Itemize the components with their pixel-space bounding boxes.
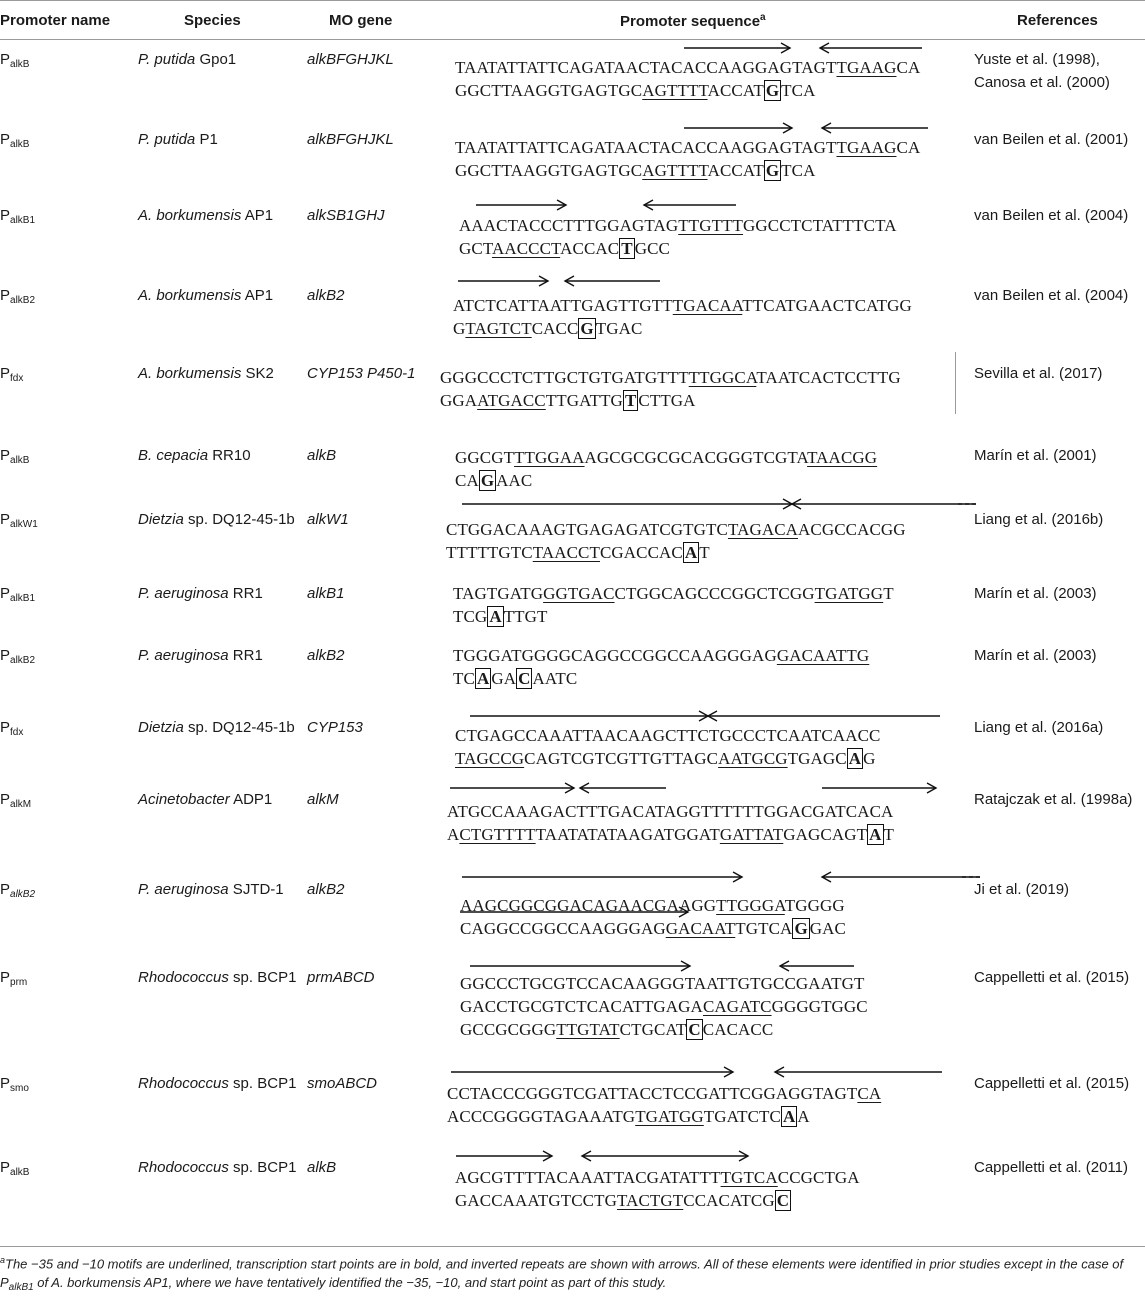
reference: Cappelletti et al. (2015) <box>974 1075 1130 1092</box>
promoter-sequence <box>455 724 955 770</box>
reference: Yuste et al. (1998), Canosa et al. (2000) <box>974 51 1110 91</box>
sequence-line: TTTTTGTCTAACCTCGACCAC A T <box>446 543 710 562</box>
promoter-name: $P_{alkB}$ <box>0 131 30 150</box>
reference: van Beilen et al. (2001) <box>974 131 1129 148</box>
sequence-line: GACCTGCGTCTCACATTGAGACAGATCGGGGTGGC <box>460 997 868 1016</box>
promoter-sequence <box>455 136 955 182</box>
mo-gene: smoABCD <box>307 1075 378 1092</box>
sequence-line: TCG A TTGT <box>453 607 548 626</box>
sequence-line: CTGGACAAAGTGAGAGATCGTGTCTAGACAACGCCACGG <box>446 520 906 539</box>
promoter-sequence <box>459 214 959 260</box>
inverted-repeat-arrow <box>822 872 980 882</box>
species: Rhodococcus sp. BCP1 <box>138 1075 297 1092</box>
promoter-name: $P_{alkW1}$ <box>0 511 38 530</box>
inverted-repeat-arrow <box>462 499 792 509</box>
species: Dietzia sp. DQ12-45-1b <box>138 719 295 736</box>
table-bottom-rule <box>0 1246 1145 1247</box>
inverted-repeat-arrow <box>458 276 548 286</box>
mo-gene: alkB <box>307 1159 337 1176</box>
sequence-line: TC A GA C AATC <box>453 669 578 688</box>
promoter-sequence <box>447 1082 947 1128</box>
promoter-name: $P_{alkB2}$ <box>0 881 36 900</box>
reference: van Beilen et al. (2004) <box>974 207 1129 224</box>
inverted-repeat-arrow <box>451 1067 733 1077</box>
mo-gene: alkW1 <box>307 511 349 528</box>
species: P. putida P1 <box>138 131 218 148</box>
mo-gene: alkBFGHJKL <box>307 51 394 68</box>
inverted-repeat-arrow <box>582 1151 668 1161</box>
promoter-sequence <box>460 972 960 1041</box>
species: Rhodococcus sp. BCP1 <box>138 969 297 986</box>
inverted-repeat-arrow <box>684 123 792 133</box>
inverted-repeat-arrow <box>668 1151 748 1161</box>
promoter-name: $P_{prm}$ <box>0 969 28 988</box>
reference: Cappelletti et al. (2011) <box>974 1159 1128 1176</box>
inverted-repeat-arrow <box>476 200 566 210</box>
species: Rhodococcus sp. BCP1 <box>138 1159 297 1176</box>
header-species: Species <box>184 12 241 29</box>
reference: Liang et al. (2016b) <box>974 511 1104 528</box>
reference: Marín et al. (2001) <box>974 447 1097 464</box>
inverted-repeat-arrow <box>450 783 574 793</box>
promoter-sequence <box>446 518 946 564</box>
inverted-repeat-arrow <box>470 961 690 971</box>
promoter-name: $P_{alkM}$ <box>0 791 32 810</box>
inverted-repeat-arrow <box>684 43 790 53</box>
sequence-line: CAGGCCGGCCAAGGGAGGACAATTGTCA G GAC <box>460 919 846 938</box>
sequence-line: TAATATTATTCAGATAACTACACCAAGGAGTAGTTGAAGCA <box>455 58 921 77</box>
promoter-sequence <box>440 366 940 412</box>
sequence-line: TAATATTATTCAGATAACTACACCAAGGAGTAGTTGAAGCA <box>455 138 921 157</box>
species: P. aeruginosa RR1 <box>138 647 263 664</box>
promoter-sequence <box>447 800 947 846</box>
sequence-line: ACCCGGGGTAGAAATGTGATGGTGATCTC A A <box>447 1107 810 1126</box>
species: P. aeruginosa RR1 <box>138 585 263 602</box>
header-promoter-sequence: Promoter sequence$^a$ <box>620 12 766 30</box>
table-header <box>0 0 1145 40</box>
promoter-name: $P_{alkB1}$ <box>0 585 36 604</box>
header-references: References <box>1017 12 1098 29</box>
reference: Liang et al. (2016a) <box>974 719 1104 736</box>
sequence-line: GCTAACCCTACCAC T GCC <box>459 239 670 258</box>
sequence-line: GGGCCCTCTTGCTGTGATGTTTTTGGCATAATCACTCCTTG <box>440 368 901 387</box>
sequence-line: CCTACCCGGGTCGATTACCTCCGATTCGGAGGTAGTCA <box>447 1084 882 1103</box>
sequence-line: GCCGCGGGTTGTATCTGCAT C CACACC <box>460 1020 774 1039</box>
species: P. putida Gpo1 <box>138 51 237 68</box>
mo-gene: alkB1 <box>307 585 345 602</box>
mo-gene: CYP153 <box>307 719 363 736</box>
header-promoter-name: Promoter name <box>0 12 111 29</box>
promoter-sequence <box>455 1166 955 1212</box>
sequence-line: GGCTTAAGGTGAGTGCAGTTTTACCAT G TCA <box>455 81 816 100</box>
sequence-line: ATGCCAAAGACTTTGACATAGGTTTTTTGGACGATCACA <box>447 802 894 821</box>
mo-gene: alkB <box>307 447 337 464</box>
cell-divider <box>955 352 956 414</box>
table-footnote: $^a$The −35 and −10 motifs are underlined, transcription start points are in bold, and inverted repeats are shown with arrows. All of these elements were identified in prior studies except in the case of $P_{alkB1}$ of A. borkumensis AP1, where we have tentatively identified the −35, −10, and start point as part of this study. <box>0 1255 1124 1294</box>
species: P. aeruginosa SJTD-1 <box>138 881 284 898</box>
promoter-name: $P_{alkB2}$ <box>0 647 36 666</box>
promoter-sequence <box>453 294 953 340</box>
inverted-repeat-arrow <box>822 123 928 133</box>
sequence-line: GTAGTCTCACC G TGAC <box>453 319 643 338</box>
inverted-repeat-arrow <box>565 276 660 286</box>
mo-gene: alkBFGHJKL <box>307 131 394 148</box>
promoter-sequence <box>453 582 953 628</box>
promoter-name: $P_{smo}$ <box>0 1075 29 1094</box>
species: A. borkumensis SK2 <box>138 365 274 382</box>
species: A. borkumensis AP1 <box>138 287 274 304</box>
promoter-name: $P_{alkB}$ <box>0 1159 30 1178</box>
mo-gene: alkM <box>307 791 339 808</box>
inverted-repeat-arrow <box>792 499 976 509</box>
header-mo-gene: MO gene <box>329 12 393 29</box>
sequence-line: GGAATGACCTTGATTG T CTTGA <box>440 391 696 410</box>
promoter-sequence <box>460 894 960 940</box>
mo-gene: prmABCD <box>307 969 375 986</box>
inverted-repeat-arrow <box>822 783 936 793</box>
promoter-sequence <box>455 56 955 102</box>
reference: Ratajczak et al. (1998a) <box>974 791 1133 808</box>
sequence-line: ACTGTTTTTAATATATAAGATGGATGATTATGAGCAGT A T <box>447 825 894 844</box>
sequence-line: CA G AAC <box>455 471 533 490</box>
promoter-name: $P_{alkB2}$ <box>0 287 36 306</box>
reference: Marín et al. (2003) <box>974 647 1097 664</box>
mo-gene: CYP153 P450-1 <box>307 365 416 382</box>
reference: Ji et al. (2019) <box>974 881 1070 898</box>
species: A. borkumensis AP1 <box>138 207 274 224</box>
sequence-line: AAGCGGCGGACAGAACGAAGGTTGGGATGGGG <box>460 896 845 915</box>
sequence-line: TAGCCGCAGTCGTCGTTGTTAGCAATGCGTGAGC A G <box>455 749 876 768</box>
sequence-line: ATCTCATTAATTGAGTTGTTTGACAATTCATGAACTCATGG <box>453 296 912 315</box>
inverted-repeat-arrow <box>775 1067 942 1077</box>
inverted-repeat-arrow <box>708 711 940 721</box>
mo-gene: alkB2 <box>307 287 345 304</box>
species: B. cepacia RR10 <box>138 447 251 464</box>
sequence-line: CTGAGCCAAATTAACAAGCTTCTGCCCTCAATCAACC <box>455 726 881 745</box>
inverted-repeat-arrow <box>780 961 854 971</box>
inverted-repeat-arrow <box>456 1151 552 1161</box>
sequence-line: AGCGTTTTACAAATTACGATATTTTGTCACCGCTGA <box>455 1168 860 1187</box>
promoter-sequence <box>453 644 953 690</box>
mo-gene: alkB2 <box>307 647 345 664</box>
reference: Cappelletti et al. (2015) <box>974 969 1130 986</box>
promoter-name: $P_{fdx}$ <box>0 719 24 738</box>
promoter-sequence <box>455 446 955 492</box>
inverted-repeat-arrow <box>820 43 922 53</box>
sequence-line: GACCAAATGTCCTGTACTGTCCACATCG C <box>455 1191 790 1210</box>
reference: van Beilen et al. (2004) <box>974 287 1129 304</box>
inverted-repeat-arrow <box>470 711 708 721</box>
sequence-line: GGCGTTTGGAAAGCGCGCGCACGGGTCGTATAACGG <box>455 448 878 467</box>
inverted-repeat-arrow <box>462 872 742 882</box>
sequence-line: GGCTTAAGGTGAGTGCAGTTTTACCAT G TCA <box>455 161 816 180</box>
reference: Sevilla et al. (2017) <box>974 365 1103 382</box>
sequence-line: GGCCCTGCGTCCACAAGGGTAATTGTGCCGAATGT <box>460 974 865 993</box>
sequence-line: TGGGATGGGGCAGGCCGGCCAAGGGAGGACAATTG <box>453 646 870 665</box>
species: Acinetobacter ADP1 <box>138 791 273 808</box>
inverted-repeat-arrow <box>580 783 666 793</box>
promoter-name: $P_{alkB1}$ <box>0 207 36 226</box>
promoter-name: $P_{alkB}$ <box>0 447 30 466</box>
mo-gene: alkSB1GHJ <box>307 207 385 224</box>
mo-gene: alkB2 <box>307 881 345 898</box>
sequence-line: AAACTACCCTTTGGAGTAGTTGTTTGGCCTCTATTTCTA <box>459 216 897 235</box>
sequence-line: TAGTGATGGGTGACCTGGCAGCCCGGCTCGGTGATGGT <box>453 584 894 603</box>
promoter-name: $P_{fdx}$ <box>0 365 24 384</box>
inverted-repeat-arrow <box>644 200 736 210</box>
species: Dietzia sp. DQ12-45-1b <box>138 511 295 528</box>
reference: Marín et al. (2003) <box>974 585 1097 602</box>
promoter-name: $P_{alkB}$ <box>0 51 30 70</box>
